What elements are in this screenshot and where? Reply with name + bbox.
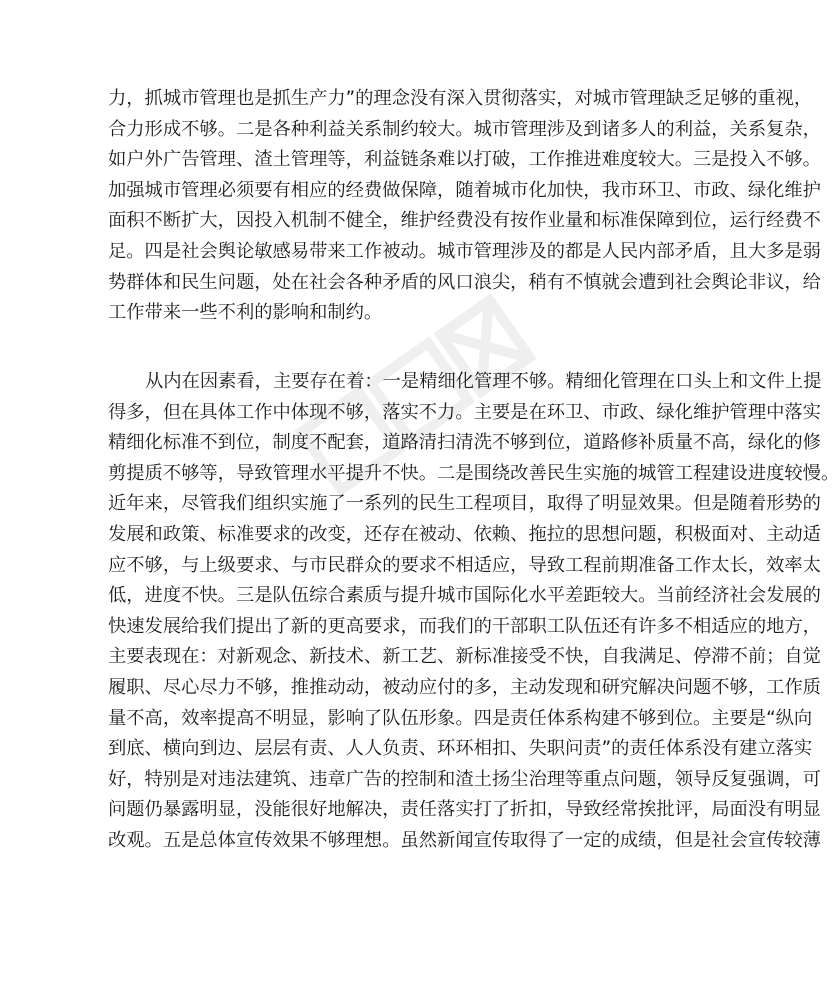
paragraph-line: 如户外广告管理、渣土管理等，利益链条难以打破，工作推进难度较大。三是投入不够。	[108, 149, 821, 171]
paragraph-line: 力，抓城市管理也是抓生产力”的理念没有深入贯彻落实，对城市管理缺乏足够的重视，	[108, 88, 813, 109]
paragraph-line: 近年来，尽管我们组织实施了一系列的民生工程项目，取得了明显效果。但是随着形势的	[108, 493, 821, 515]
paragraph-line: 量不高，效率提高不明显，影响了队伍形象。四是责任体系构建不够到位。主要是“纵向	[108, 707, 813, 729]
paragraph-line: 得多，但在具体工作中体现不够，落实不力。主要是在环卫、市政、绿化维护管理中落实	[108, 401, 821, 423]
paragraph-line: 主要表现在：对新观念、新技术、新工艺、新标准接受不快，自我满足、停滞不前；自觉	[108, 646, 821, 668]
paragraph-line: 应不够，与上级要求、与市民群众的要求不相适应，导致工程前期准备工作太长，效率太	[108, 554, 821, 576]
paragraph-1	[108, 84, 821, 329]
paragraph-line: 加强城市管理必须要有相应的经费做保障，随着城市化加快，我市环卫、市政、绿化维护	[108, 179, 821, 201]
paragraph-line: 快速发展给我们提出了新的更高要求，而我们的干部职工队伍还有许多不相适应的地方，	[108, 615, 821, 637]
paragraph-line: 工作带来一些不利的影响和制约。	[108, 302, 383, 324]
paragraph-line: 足。四是社会舆论敏感易带来工作被动。城市管理涉及的都是人民内部矛盾，且大多是弱	[108, 240, 821, 262]
paragraph-line: 面积不断扩大，因投入机制不健全，维护经费没有按作业量和标准保障到位，运行经费不	[108, 210, 821, 232]
paragraph-line: 势群体和民生问题，处在社会各种矛盾的风口浪尖，稍有不慎就会遭到社会舆论非议，给	[108, 271, 821, 293]
paragraph-2	[108, 367, 839, 857]
paragraph-line: 剪提质不够等，导致管理水平提升不快。二是围绕改善民生实施的城管工程建设进度较慢。	[108, 462, 839, 484]
paragraph-line: 精细化标准不到位，制度不配套，道路清扫清洗不够到位，道路修补质量不高，绿化的修	[108, 432, 821, 454]
paragraph-line: 从内在因素看，主要存在着：一是精细化管理不够。精细化管理在口头上和文件上提	[145, 371, 822, 392]
paragraph-line: 到底、横向到边、层层有责、人人负责、环环相扣、失职问责”的责任体系没有建立落实	[108, 738, 813, 760]
paragraph-line: 好，特别是对违法建筑、违章广告的控制和渣土扬尘治理等重点问题，领导反复强调，可	[108, 768, 821, 790]
paragraph-line: 低，进度不快。三是队伍综合素质与提升城市国际化水平差距较大。当前经济社会发展的	[108, 585, 821, 607]
paragraph-line: 改观。五是总体宣传效果不够理想。虽然新闻宣传取得了一定的成绩，但是社会宣传较薄	[108, 829, 821, 851]
paragraph-line: 合力形成不够。二是各种利益关系制约较大。城市管理涉及到诸多人的利益，关系复杂，	[108, 118, 821, 140]
paragraph-line: 履职、尽心尽力不够，推推动动，被动应付的多，主动发现和研究解决问题不够，工作质	[108, 676, 821, 698]
paragraph-line: 发展和政策、标准要求的改变，还存在被动、依赖、拖拉的思想问题，积极面对、主动适	[108, 523, 821, 545]
paragraph-line: 问题仍暴露明显，没能很好地解决，责任落实打了折扣，导致经常挨批评，局面没有明显	[108, 799, 821, 821]
